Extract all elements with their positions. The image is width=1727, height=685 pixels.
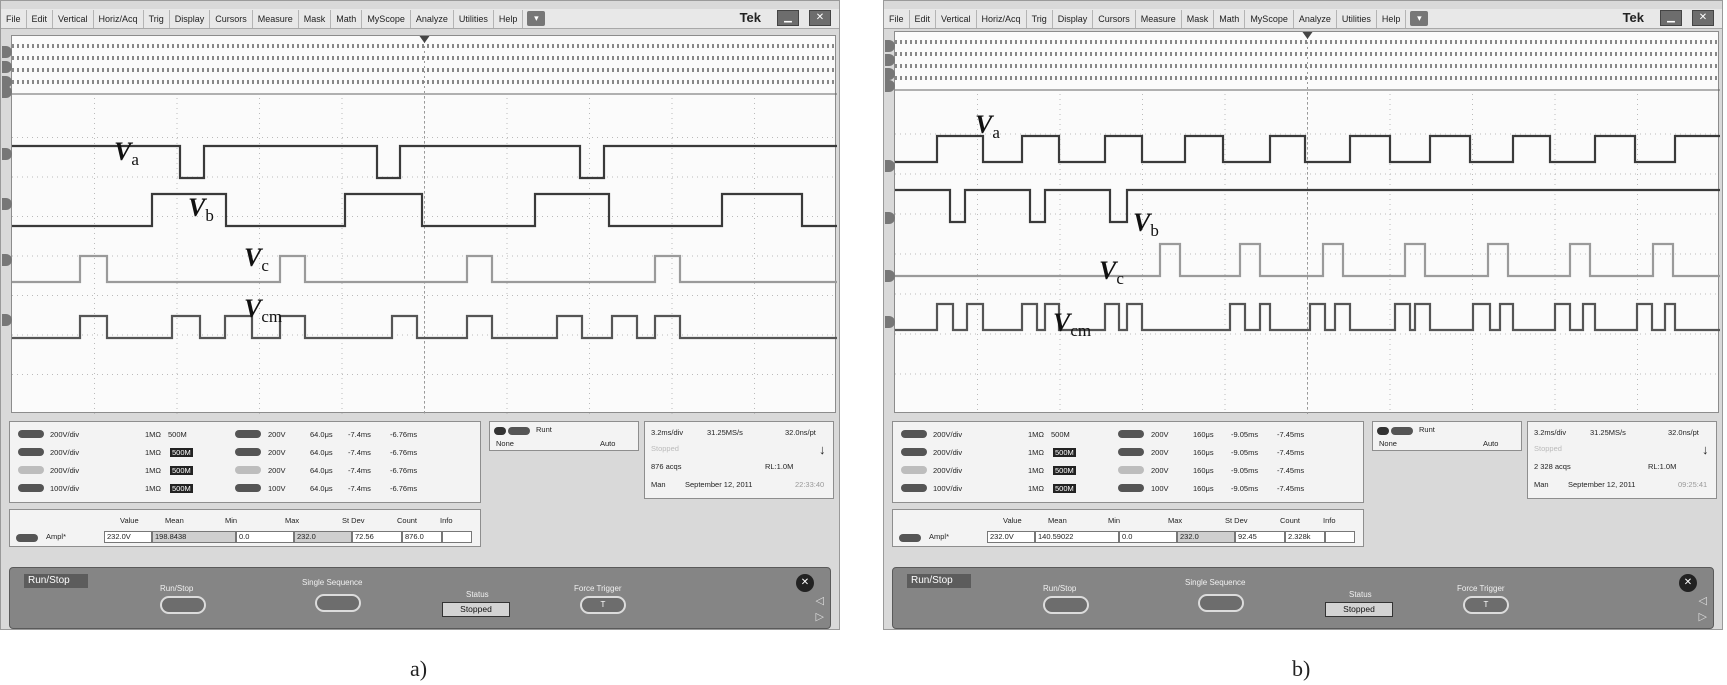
label-va: $V_a$ (114, 137, 139, 169)
label-vb: $V_b$ (1133, 208, 1159, 240)
trigger-type: Runt (1419, 425, 1435, 434)
menu-cursors[interactable]: Cursors (210, 10, 253, 28)
meas-max: 232.0 (1177, 531, 1235, 543)
channel-bandwidth: 500M (1051, 429, 1070, 439)
chevron-down-icon[interactable]: ▾ (1410, 11, 1428, 26)
arrow-down-icon: ↓ (1702, 442, 1709, 457)
label-vcm: $V_{cm}$ (244, 294, 283, 326)
bus-voltage: 200V (1151, 465, 1169, 475)
bus-time: 160μs (1193, 483, 1214, 493)
bus-badge[interactable] (235, 466, 261, 474)
ref-marker-icon (2, 86, 12, 98)
brand-logo: Tek (1622, 10, 1644, 25)
channel-scale: 200V/div (50, 447, 80, 457)
channel-impedance: 1MΩ (145, 429, 162, 439)
acq-time: 22:33:40 (795, 480, 825, 489)
sample-interval: 32.0ns/pt (785, 428, 816, 437)
ch3-badge[interactable] (901, 466, 927, 474)
menu-measure[interactable]: Measure (1136, 10, 1182, 28)
channel-row[interactable] (893, 444, 1363, 460)
channel-bandwidth: 500M (172, 447, 191, 457)
ref-marker-icon (885, 80, 895, 92)
trigger-mode: Auto (600, 439, 616, 448)
ref-marker-icon (885, 68, 895, 80)
bus-time: 64.0μs (310, 483, 333, 493)
channel-bandwidth: 500M (1055, 465, 1074, 475)
ch1-marker-icon (2, 148, 12, 160)
menu-help[interactable]: Help (1377, 10, 1407, 28)
acq-count: 2 328 acqs (1534, 462, 1571, 471)
menu-utilities[interactable]: Utilities (454, 10, 494, 28)
ch3-marker-icon (885, 270, 895, 282)
acq-mode: Man (651, 480, 666, 489)
bus-end: -6.76ms (390, 465, 418, 475)
channel-scale: 200V/div (933, 465, 963, 475)
bus-voltage: 200V (1151, 429, 1169, 439)
arrow-right-icon[interactable]: ▷ (1698, 611, 1707, 623)
bus-start: -9.05ms (1231, 483, 1259, 493)
minimize-button[interactable]: ▁ (1660, 10, 1682, 26)
trigger-icon (494, 427, 506, 435)
channel-scale: 200V/div (50, 429, 80, 439)
record-length: RL:1.0M (765, 462, 794, 471)
channel-impedance: 1MΩ (145, 447, 162, 457)
menu-math[interactable]: Math (1214, 10, 1245, 28)
meas-value: 232.0V (987, 531, 1035, 543)
bus-badge[interactable] (235, 484, 261, 492)
menu-horiz-acq[interactable]: Horiz/Acq (977, 10, 1027, 28)
channel-impedance: 1MΩ (145, 465, 162, 475)
status-label: Status (1349, 590, 1372, 599)
meas-header: Count (1280, 516, 1301, 525)
meas-header: Count (397, 516, 418, 525)
menu-display[interactable]: Display (1053, 10, 1094, 28)
run-stop-title: Run/Stop (24, 574, 88, 588)
channel-scale: 200V/div (933, 447, 963, 457)
waveform-graticule (12, 36, 837, 414)
bus-time: 160μs (1193, 465, 1214, 475)
bus-end: -7.45ms (1277, 465, 1305, 475)
meas-info (1325, 531, 1355, 543)
meas-info (442, 531, 472, 543)
acq-date: September 12, 2011 (685, 480, 753, 489)
bus-badge[interactable] (1118, 466, 1144, 474)
trigger-coupling: None (1379, 439, 1397, 448)
ch1-badge[interactable] (18, 430, 44, 438)
channel-bandwidth: 500M (168, 429, 187, 439)
channel-impedance: 1MΩ (145, 483, 162, 493)
menu-myscope[interactable]: MyScope (1245, 10, 1294, 28)
channel-impedance: 1MΩ (1028, 483, 1045, 493)
bus-time: 160μs (1193, 429, 1214, 439)
meas-header: Mean (1048, 516, 1067, 525)
bus-end: -6.76ms (390, 429, 418, 439)
bus-start: -9.05ms (1231, 429, 1259, 439)
label-vc: $V_c$ (1099, 256, 1124, 288)
ref-marker-icon (2, 61, 12, 73)
menu-file[interactable]: File (1, 10, 27, 28)
measurement-panel (892, 509, 1364, 547)
bus-badge[interactable] (1118, 484, 1144, 492)
label-vb: $V_b$ (188, 193, 214, 225)
menu-vertical[interactable]: Vertical (53, 10, 94, 28)
measurement-panel (9, 509, 481, 547)
brand-logo: Tek (739, 10, 761, 25)
timebase: 3.2ms/div (651, 428, 684, 437)
arrow-left-icon[interactable]: ◁ (1698, 595, 1707, 607)
record-length: RL:1.0M (1648, 462, 1677, 471)
bus-voltage: 200V (1151, 447, 1169, 457)
ch4-marker-icon (2, 314, 12, 326)
bus-time: 64.0μs (310, 465, 333, 475)
run-stop-panel (892, 567, 1714, 629)
menu-math[interactable]: Math (331, 10, 362, 28)
channel-row[interactable] (10, 444, 480, 460)
run-stop-button[interactable] (160, 596, 206, 614)
force-trigger-label: Force Trigger (574, 584, 622, 593)
menu-help[interactable]: Help (494, 10, 524, 28)
ch4-badge[interactable] (18, 484, 44, 492)
oscilloscope-window-a (0, 0, 840, 630)
bus-badge[interactable] (235, 448, 261, 456)
single-sequence-button[interactable] (315, 594, 361, 612)
menu-trig[interactable]: Trig (144, 10, 170, 28)
menu-measure[interactable]: Measure (253, 10, 299, 28)
bus-voltage: 200V (268, 447, 286, 457)
meas-stdev: 92.45 (1235, 531, 1285, 543)
channel-impedance: 1MΩ (1028, 447, 1045, 457)
bus-start: -7.4ms (348, 465, 371, 475)
meas-min: 0.0 (236, 531, 294, 543)
bus-badge[interactable] (1118, 430, 1144, 438)
arrow-right-icon[interactable]: ▷ (815, 611, 824, 623)
close-window-button[interactable]: ✕ (809, 10, 831, 26)
trigger-source-badge (1391, 427, 1413, 435)
channel-scale: 200V/div (50, 465, 80, 475)
ch1-badge[interactable] (901, 430, 927, 438)
bus-badge[interactable] (1118, 448, 1144, 456)
oscilloscope-window-b (883, 0, 1723, 630)
waveform-display (894, 31, 1719, 413)
bus-start: -7.4ms (348, 483, 371, 493)
menu-edit[interactable]: Edit (910, 10, 937, 28)
trigger-settings-panel[interactable] (489, 421, 639, 451)
bus-voltage: 200V (268, 465, 286, 475)
menu-utilities[interactable]: Utilities (1337, 10, 1377, 28)
meas-header: Max (1168, 516, 1183, 525)
meas-header: Min (225, 516, 238, 525)
trigger-source-badge (508, 427, 530, 435)
close-icon[interactable]: ✕ (796, 574, 814, 592)
acq-state: Stopped (1534, 444, 1562, 453)
channel-scale: 100V/div (933, 483, 963, 493)
bus-start: -9.05ms (1231, 447, 1259, 457)
ref-marker-icon (885, 54, 895, 66)
meas-header: Mean (165, 516, 184, 525)
meas-name: Ampl* (46, 532, 67, 541)
bus-start: -7.4ms (348, 429, 371, 439)
minimize-button[interactable]: ▁ (777, 10, 799, 26)
menu-analyze[interactable]: Analyze (1294, 10, 1337, 28)
bus-badge[interactable] (235, 430, 261, 438)
ref-marker-icon (885, 40, 895, 52)
arrow-down-icon: ↓ (819, 442, 826, 457)
ch4-marker-icon (885, 316, 895, 328)
menu-myscope[interactable]: MyScope (362, 10, 411, 28)
bus-end: -7.45ms (1277, 429, 1305, 439)
bus-end: -7.45ms (1277, 447, 1305, 457)
sample-rate: 31.25MS/s (1590, 428, 1626, 437)
caption-b: b) (1292, 656, 1311, 681)
acq-state: Stopped (651, 444, 679, 453)
bus-voltage: 100V (268, 483, 286, 493)
waveform-graticule (895, 32, 1720, 414)
meas-header: Info (1323, 516, 1336, 525)
channel-row[interactable] (893, 426, 1363, 442)
channel-impedance: 1MΩ (1028, 465, 1045, 475)
ch2-badge[interactable] (18, 448, 44, 456)
bus-end: -7.45ms (1277, 483, 1305, 493)
menu-vertical[interactable]: Vertical (936, 10, 977, 28)
meas-stdev: 72.56 (352, 531, 402, 543)
ch3-marker-icon (2, 254, 12, 266)
menu-bar (1, 9, 839, 29)
label-vc: $V_c$ (244, 243, 269, 275)
chevron-down-icon[interactable]: ▾ (527, 11, 545, 26)
channel-scale: 200V/div (933, 429, 963, 439)
menu-bar (884, 9, 1722, 29)
ch3-badge[interactable] (18, 466, 44, 474)
meas-header: St Dev (1225, 516, 1248, 525)
trigger-coupling: None (496, 439, 514, 448)
trigger-position-icon (1303, 32, 1313, 39)
trigger-position-icon (420, 36, 430, 43)
menu-analyze[interactable]: Analyze (411, 10, 454, 28)
arrow-left-icon[interactable]: ◁ (815, 595, 824, 607)
single-sequence-label: Single Sequence (302, 578, 363, 587)
waveform-display (11, 35, 836, 413)
vertical-settings-panel (9, 421, 481, 503)
trigger-settings-panel[interactable] (1372, 421, 1522, 451)
force-trigger-button[interactable]: T (580, 596, 626, 614)
sample-rate: 31.25MS/s (707, 428, 743, 437)
bus-time: 64.0μs (310, 447, 333, 457)
force-trigger-button[interactable]: T (1463, 596, 1509, 614)
bus-voltage: 200V (268, 429, 286, 439)
meas-header: Min (1108, 516, 1121, 525)
ch2-badge[interactable] (901, 448, 927, 456)
ref-marker-icon (2, 46, 12, 58)
meas-value: 232.0V (104, 531, 152, 543)
channel-row[interactable] (893, 462, 1363, 478)
meas-mean: 198.8438 (152, 531, 236, 543)
menu-cursors[interactable]: Cursors (1093, 10, 1136, 28)
meas-count: 876.0 (402, 531, 442, 543)
run-stop-label: Run/Stop (160, 584, 194, 593)
channel-impedance: 1MΩ (1028, 429, 1045, 439)
ch4-badge[interactable] (901, 484, 927, 492)
single-sequence-label: Single Sequence (1185, 578, 1246, 587)
menu-display[interactable]: Display (170, 10, 211, 28)
channel-scale: 100V/div (50, 483, 80, 493)
close-icon[interactable]: ✕ (1679, 574, 1697, 592)
acq-date: September 12, 2011 (1568, 480, 1636, 489)
menu-mask[interactable]: Mask (1182, 10, 1215, 28)
run-stop-label: Run/Stop (1043, 584, 1077, 593)
status-value: Stopped (1325, 602, 1393, 617)
meas-header: Max (285, 516, 300, 525)
meas-header: Value (1003, 516, 1022, 525)
channel-row[interactable] (10, 480, 480, 496)
channel-bandwidth: 500M (1055, 483, 1074, 493)
menu-trig[interactable]: Trig (1027, 10, 1053, 28)
acq-count: 876 acqs (651, 462, 682, 471)
acquisition-panel[interactable] (644, 421, 834, 499)
label-vcm: $V_{cm}$ (1053, 308, 1092, 340)
meas-header: St Dev (342, 516, 365, 525)
single-sequence-button[interactable] (1198, 594, 1244, 612)
close-window-button[interactable]: ✕ (1692, 10, 1714, 26)
vertical-settings-panel (892, 421, 1364, 503)
meas-source-badge[interactable] (899, 534, 921, 542)
ch2-marker-icon (885, 212, 895, 224)
channel-bandwidth: 500M (172, 465, 191, 475)
status-value: Stopped (442, 602, 510, 617)
menu-file[interactable]: File (884, 10, 910, 28)
meas-mean: 140.59022 (1035, 531, 1119, 543)
meas-count: 2.328k (1285, 531, 1325, 543)
menu-horiz-acq[interactable]: Horiz/Acq (94, 10, 144, 28)
meas-name: Ampl* (929, 532, 950, 541)
bus-end: -6.76ms (390, 447, 418, 457)
bus-end: -6.76ms (390, 483, 418, 493)
trigger-mode: Auto (1483, 439, 1499, 448)
force-trigger-label: Force Trigger (1457, 584, 1505, 593)
bus-time: 160μs (1193, 447, 1214, 457)
status-label: Status (466, 590, 489, 599)
meas-header: Info (440, 516, 453, 525)
menu-edit[interactable]: Edit (27, 10, 54, 28)
channel-row[interactable] (10, 426, 480, 442)
channel-row[interactable] (893, 480, 1363, 496)
run-stop-title: Run/Stop (907, 574, 971, 588)
menu-mask[interactable]: Mask (299, 10, 332, 28)
trigger-icon (1377, 427, 1389, 435)
channel-bandwidth: 500M (172, 483, 191, 493)
acquisition-panel[interactable] (1527, 421, 1717, 499)
run-stop-panel (9, 567, 831, 629)
meas-min: 0.0 (1119, 531, 1177, 543)
meas-source-badge[interactable] (16, 534, 38, 542)
bus-voltage: 100V (1151, 483, 1169, 493)
bus-time: 64.0μs (310, 429, 333, 439)
meas-max: 232.0 (294, 531, 352, 543)
channel-row[interactable] (10, 462, 480, 478)
ch1-marker-icon (885, 160, 895, 172)
meas-header: Value (120, 516, 139, 525)
run-stop-button[interactable] (1043, 596, 1089, 614)
trigger-type: Runt (536, 425, 552, 434)
channel-bandwidth: 500M (1055, 447, 1074, 457)
acq-mode: Man (1534, 480, 1549, 489)
bus-start: -9.05ms (1231, 465, 1259, 475)
bus-start: -7.4ms (348, 447, 371, 457)
label-va: $V_a$ (975, 110, 1000, 142)
timebase: 3.2ms/div (1534, 428, 1567, 437)
ch2-marker-icon (2, 198, 12, 210)
sample-interval: 32.0ns/pt (1668, 428, 1699, 437)
caption-a: a) (410, 656, 428, 681)
acq-time: 09:25:41 (1678, 480, 1708, 489)
